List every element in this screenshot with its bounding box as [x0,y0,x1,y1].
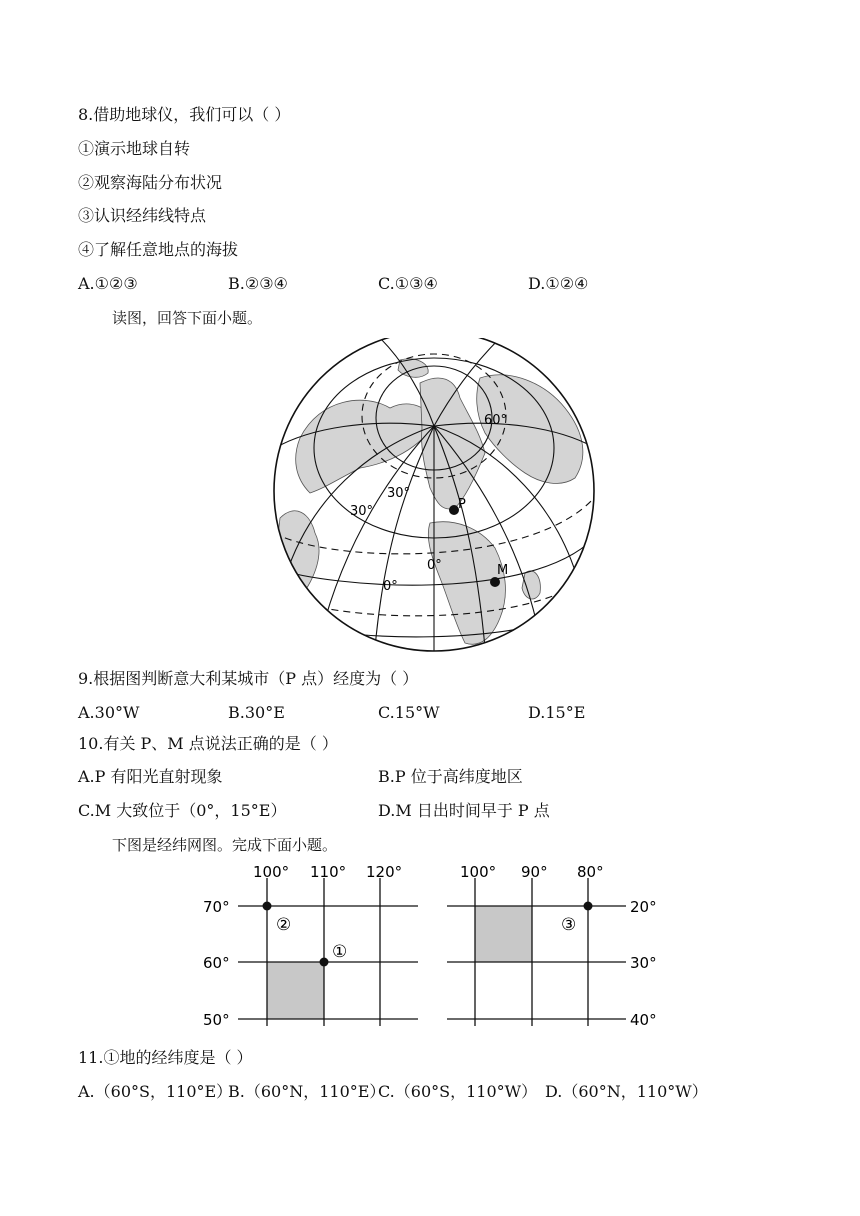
grid-left-point-2 [263,902,272,911]
q11-option-a[interactable]: A.（60°S，110°E） [78,1082,233,1101]
grid-left-shaded-cell [267,962,324,1019]
q9-stem: 9.根据图判断意大利某城市（P 点）经度为（ ） [78,669,419,688]
q9-option-a[interactable]: A.30°W [78,703,140,722]
grid-right-lat-20: 20° [630,898,657,916]
grid-left-lat-60: 60° [203,954,230,972]
globe-lat0a-label: 0° [427,558,442,573]
grid-right-shaded-cell [475,906,532,962]
q8-option-d[interactable]: D.①②④ [528,274,589,293]
q10-option-b[interactable]: B.P 位于高纬度地区 [378,767,523,786]
grid-right-lon-100: 100° [460,863,497,881]
q8-option-a[interactable]: A.①②③ [78,274,138,293]
q8-item-2: ②观察海陆分布状况 [78,173,223,192]
grid-right-lat-30: 30° [630,954,657,972]
q9-option-b[interactable]: B.30°E [228,703,285,722]
globe-lat60-label: 60° [484,413,508,428]
grid-right-label-3: ③ [561,915,577,935]
globe-lat30b-label: 30° [350,504,374,519]
q8-option-c[interactable]: C.①③④ [378,274,438,293]
grid-left-lon-100: 100° [253,863,290,881]
intro-globe: 读图，回答下面小题。 [112,309,263,327]
q8-item-3: ③认识经纬线特点 [78,206,207,225]
q10-option-c[interactable]: C.M 大致位于（0°，15°E） [78,801,287,820]
grid-right-lon-80: 80° [577,863,604,881]
grid-left-point-1 [320,958,329,967]
globe-lat30a-label: 30° [387,486,411,501]
intro-grid: 下图是经纬网图。完成下面小题。 [112,836,338,854]
q10-option-d[interactable]: D.M 日出时间早于 P 点 [378,801,550,820]
globe-m-label: M [497,563,509,578]
grid-right [447,863,657,1029]
globe-lat0b-label: 0° [383,579,398,594]
q11-option-c[interactable]: C.（60°S，110°W） [378,1082,538,1101]
q8-stem: 8.借助地球仪，我们可以（ ） [78,105,291,124]
q11-option-d[interactable]: D.（60°N，110°W） [545,1082,708,1101]
grid-left-lon-110: 110° [310,863,347,881]
q10-stem: 10.有关 P、M 点说法正确的是（ ） [78,734,338,753]
grid-left [203,863,418,1029]
q8-item-1: ①演示地球自转 [78,139,191,158]
graticule-figure [190,858,670,1038]
q9-option-d[interactable]: D.15°E [528,703,586,722]
globe-figure [270,338,600,658]
grid-left-lat-50: 50° [203,1011,230,1029]
globe-p-label: P [458,497,466,512]
grid-right-lon-90: 90° [521,863,548,881]
q8-option-b[interactable]: B.②③④ [228,274,288,293]
q8-item-4: ④了解任意地点的海拔 [78,240,239,259]
grid-left-lon-120: 120° [366,863,403,881]
globe-point-m [490,577,500,587]
q9-option-c[interactable]: C.15°W [378,703,440,722]
grid-left-lat-70: 70° [203,898,230,916]
grid-right-point-3 [584,902,593,911]
grid-right-lat-40: 40° [630,1011,657,1029]
q11-stem: 11.①地的经纬度是（ ） [78,1048,253,1067]
q10-option-a[interactable]: A.P 有阳光直射现象 [78,767,223,786]
q11-option-b[interactable]: B.（60°N，110°E） [228,1082,386,1101]
grid-left-label-2: ② [276,915,292,935]
grid-left-label-1: ① [332,942,348,962]
